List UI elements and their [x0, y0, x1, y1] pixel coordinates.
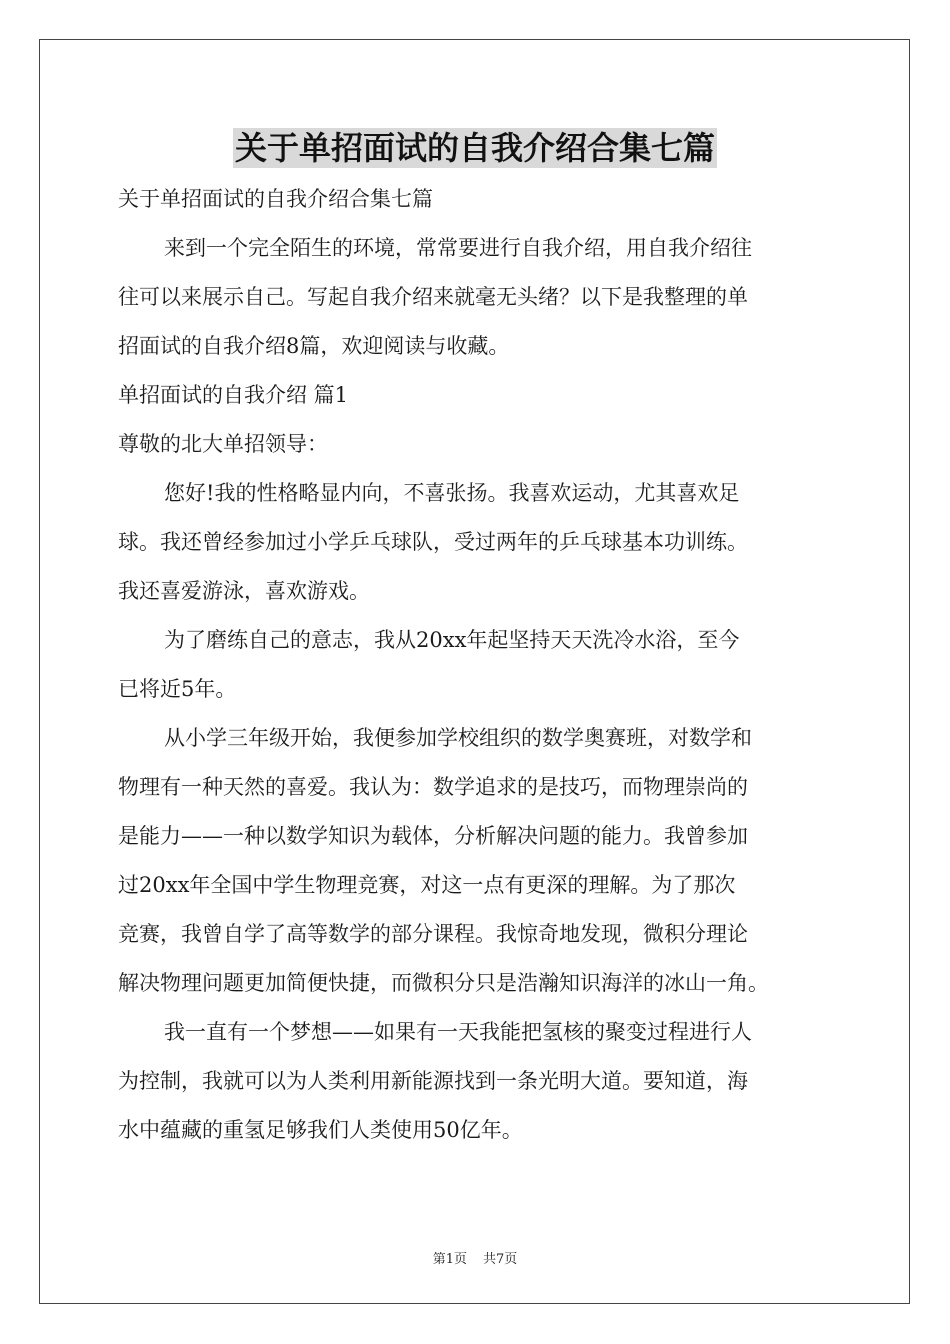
paragraph-line: 球。我还曾经参加过小学乒乓球队，受过两年的乒乓球基本功训练。 [118, 530, 748, 554]
paragraph-line: 解决物理问题更加简便快捷，而微积分只是浩瀚知识海洋的冰山一角。 [118, 971, 769, 995]
paragraph-line: 水中蕴藏的重氢足够我们人类使用50亿年。 [118, 1118, 523, 1142]
title-container [0, 128, 950, 168]
document-body [118, 180, 838, 1160]
page-number: 第1页 [432, 1252, 467, 1267]
salutation-line: 尊敬的北大单招领导： [118, 432, 328, 456]
paragraph-line: 过20xx年全国中学生物理竞赛，对这一点有更深的理解。为了那次 [118, 873, 736, 897]
paragraph-line: 招面试的自我介绍8篇，欢迎阅读与收藏。 [118, 334, 510, 358]
paragraph-line: 从小学三年级开始，我便参加学校组织的数学奥赛班，对数学和 [164, 726, 752, 750]
paragraph-line: 为控制，我就可以为人类利用新能源找到一条光明大道。要知道，海 [118, 1069, 748, 1093]
document-title: 关于单招面试的自我介绍合集七篇 [234, 129, 715, 167]
paragraph-line: 往可以来展示自己。写起自我介绍来就毫无头绪？以下是我整理的单 [118, 285, 748, 309]
paragraph-line: 竞赛，我曾自学了高等数学的部分课程。我惊奇地发现，微积分理论 [118, 922, 748, 946]
paragraph-line: 我一直有一个梦想——如果有一天我能把氢核的聚变过程进行人 [164, 1020, 752, 1044]
paragraph-line: 我还喜爱游泳，喜欢游戏。 [118, 579, 370, 603]
paragraph-line: 为了磨练自己的意志，我从20xx年起坚持天天洗冷水浴，至今 [164, 628, 740, 652]
section-heading: 单招面试的自我介绍 篇1 [118, 383, 349, 407]
paragraph-line: 物理有一种天然的喜爱。我认为：数学追求的是技巧，而物理崇尚的 [118, 775, 748, 799]
page-footer [0, 1248, 950, 1267]
paragraph-line: 已将近5年。 [118, 677, 237, 701]
subtitle-line: 关于单招面试的自我介绍合集七篇 [118, 187, 433, 211]
paragraph-line: 您好!我的性格略显内向，不喜张扬。我喜欢运动，尤其喜欢足 [164, 481, 740, 505]
paragraph-line: 来到一个完全陌生的环境，常常要进行自我介绍，用自我介绍往 [164, 236, 752, 260]
paragraph-line: 是能力——一种以数学知识为载体，分析解决问题的能力。我曾参加 [118, 824, 748, 848]
page-total: 共7页 [483, 1252, 518, 1267]
